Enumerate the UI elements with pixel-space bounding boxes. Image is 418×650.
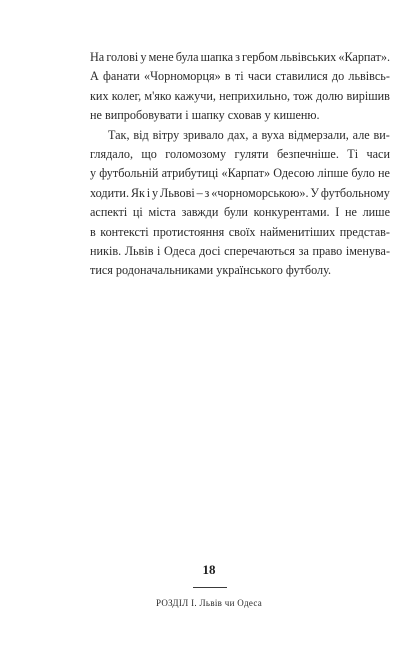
page-number: 18	[202, 562, 216, 577]
paragraph-2-line-4: ходити. Як і у Львові – з «чорноморською». У футбольному	[90, 185, 390, 200]
paragraph-1-line-2: А фанати «Чорноморця» в ті часи ставилися до львівсь-	[90, 69, 390, 84]
paragraph-1-line-1: На голові у мене була шапка з гербом львівських «Карпат».	[90, 50, 390, 64]
paragraph-2-line-3: у футбольній атрибутиці «Карпат» Одесою ліпше було не	[90, 166, 390, 181]
paragraph-2-line-8: тися родоначальниками українського футболу.	[90, 263, 332, 278]
body-text	[90, 48, 390, 281]
paragraph-1-line-3: ких колег, м'яко кажучи, неприхильно, тож долю вирішив	[90, 88, 390, 103]
paragraph-2-line-1: Так, від вітру зривало дах, а вуха відмерзали, але ви-	[108, 127, 390, 142]
paragraph-2-line-5: аспекті ці міста завжди були конкурентами. І не лише	[90, 205, 390, 220]
paragraph-2-line-2: глядало, що голомозому гуляти безпечніше. Ті часи	[90, 146, 390, 161]
footer-divider	[193, 587, 227, 588]
paragraph-2-line-6: в контексті протистояння своїх найменитіших представ-	[90, 224, 390, 239]
paragraph-1-line-4: не випробовувати і шапку сховав у кишеню.	[90, 108, 320, 123]
paragraph-2-line-7: ників. Львів і Одеса досі сперечаються за право іменува-	[90, 243, 390, 258]
running-footer-title: РОЗДІЛ І. Львів чи Одеса	[155, 598, 263, 608]
